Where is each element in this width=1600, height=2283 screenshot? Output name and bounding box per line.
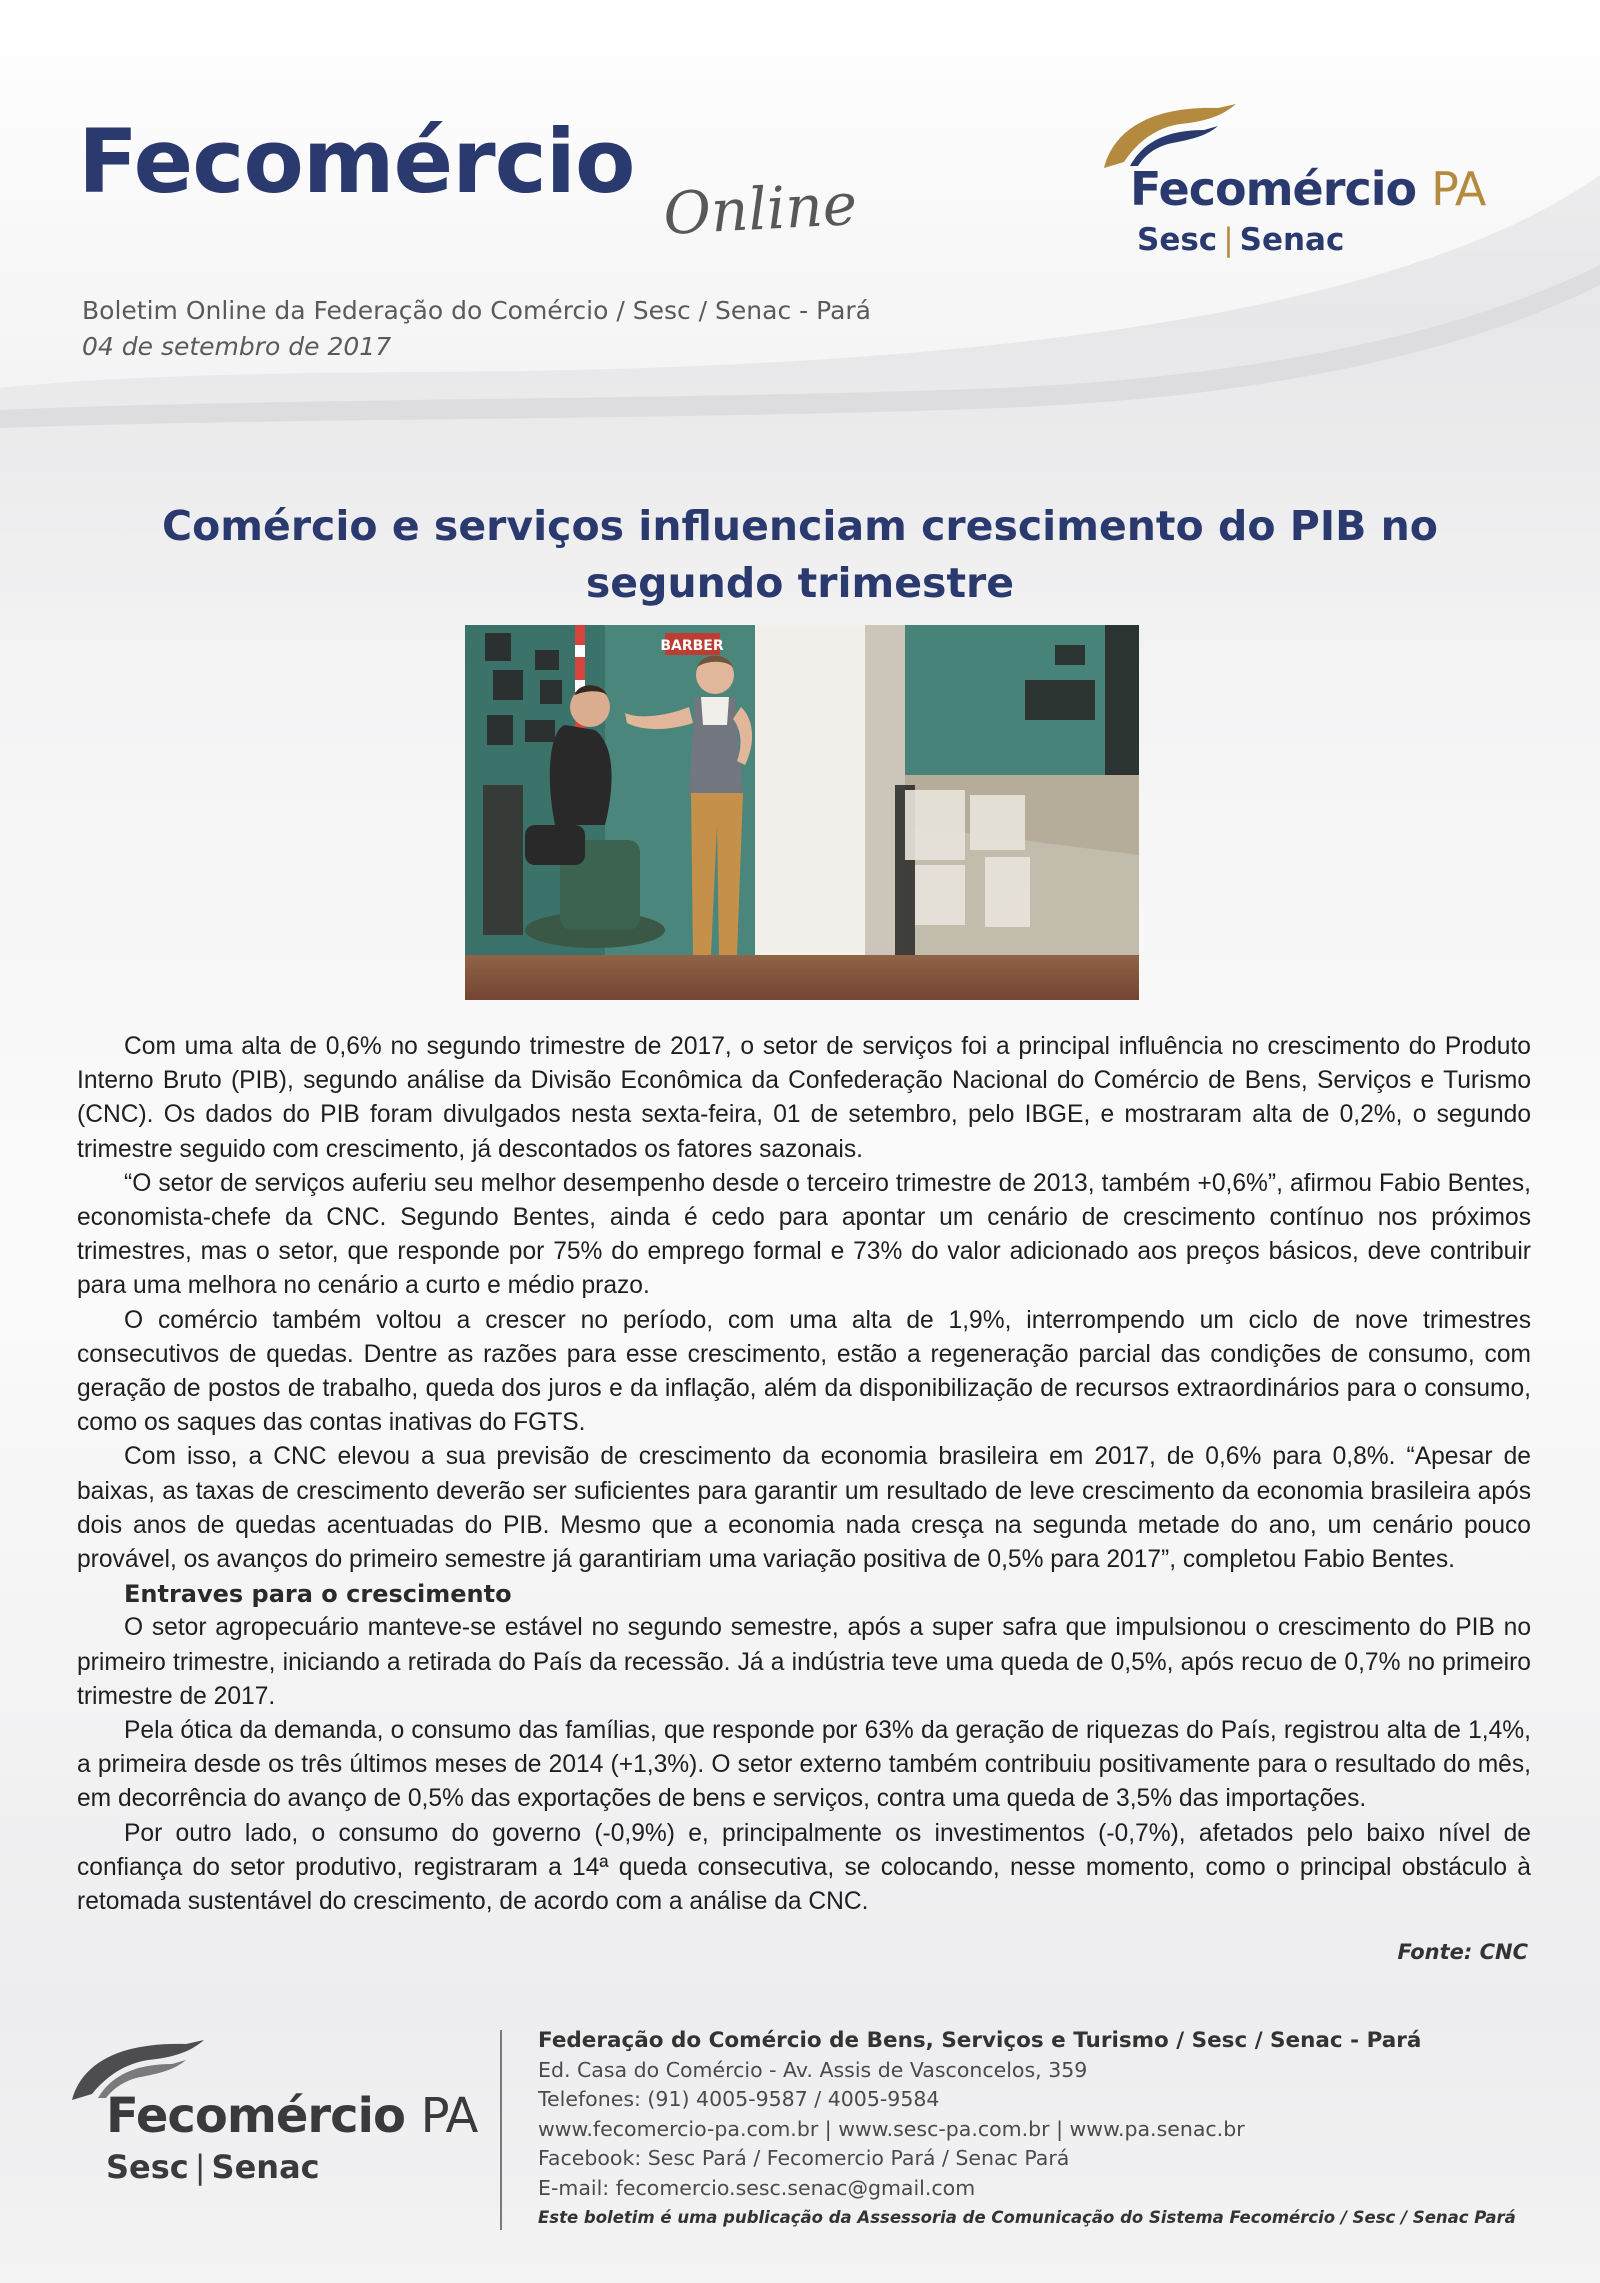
article-subheading: Entraves para o crescimento (124, 1580, 512, 1609)
barbershop-photo-illustration (465, 625, 1139, 1000)
masthead-title: Fecomércio (78, 110, 635, 213)
logo-suffix: PA (1431, 162, 1486, 216)
footer-facebook: Facebook: Sesc Pará / Fecomercio Pará / Senac Pará (538, 2146, 1070, 2170)
article-paragraph: Com isso, a CNC elevou a sua previsão de crescimento da economia brasileira em 2017, de 0,6% para 0,8%. “Apesar de baixas, as taxas de crescimento deverão ser suficientes para garantir um resultado de leve crescimento da economia brasileira após dois anos de quedas acentuadas do PIB. Mesmo que a economia nada cresça na segunda metade do ano, um cenário pouco provável, os avanços do primeiro semestre já garantiriam uma variação positiva de 0,5% para 2017”, completou Fabio Bentes. (77, 1443, 1531, 1574)
article-paragraph: O setor agropecuário manteve-se estável no segundo semestre, após a super safra que impulsionou o crescimento do PIB no primeiro trimestre, iniciando a retirada do País da recessão. Já a indústria teve uma queda de 0,5%, após recuo de 0,7% no primeiro trimestre de 2017. (77, 1614, 1531, 1710)
barber-sign-text: BARBER (660, 638, 724, 654)
barbershop-photo (465, 625, 1139, 1000)
article-paragraph: “O setor de serviços auferiu seu melhor desempenho desde o terceiro trimestre de 2013, também +0,6%”, afirmou Fabio Bentes, economista-chefe da CNC. Segundo Bentes, ainda é cedo para apontar um cenário de crescimento contínuo nos próximos trimestres, mas o setor, que responde por 75% do emprego formal e 73% do valor adicionado aos preços básicos, deve contribuir para uma melhora no cenário a curto e médio prazo. (77, 1169, 1531, 1300)
article-paragraph: Pela ótica da demanda, o consumo das famílias, que responde por 63% da geração de riquezas do País, registrou alta de 1,4%, a primeira desde os três últimos meses de 2014 (+1,3%). O setor externo também contribuiu positivamente para o resultado do mês, em decorrência do avanço de 0,5% das exportações de bens e serviços, contra uma queda de 3,5% das importações. (77, 1717, 1531, 1813)
header-logo (1100, 100, 1520, 270)
logo-subline (106, 2148, 320, 2186)
logo-name (1130, 162, 1485, 216)
logo-sub-left: Sesc (106, 2148, 189, 2186)
logo-suffix: PA (420, 2088, 478, 2144)
logo-sub-right: Senac (211, 2148, 320, 2186)
footer-org-name: Federação do Comércio de Bens, Serviços e Turismo / Sesc / Senac - Pará (538, 2028, 1422, 2053)
footer-logo (68, 2036, 488, 2191)
footer-address: Ed. Casa do Comércio - Av. Assis de Vasconcelos, 359 (538, 2057, 1088, 2082)
article-headline: Comércio e serviços influenciam crescimento do PIB no segundo trimestre (162, 502, 1438, 607)
masthead-script: Online (661, 169, 859, 248)
logo-separator: | (194, 2148, 206, 2186)
logo-name-text: Fecomércio (1130, 162, 1417, 216)
article-body (77, 1030, 1531, 1919)
footer-phones: Telefones: (91) 4005-9587 / 4005-9584 (538, 2087, 940, 2111)
masthead-subtitle: Boletim Online da Federação do Comércio / Sesc / Senac - Pará (82, 296, 872, 325)
footer-email: E-mail: fecomercio.sesc.senac@gmail.com (538, 2175, 976, 2200)
article-paragraph: O comércio também voltou a crescer no período, com uma alta de 1,9%, interrompendo um ciclo de nove trimestres consecutivos de quedas. Dentre as razões para esse crescimento, estão a regeneração parcial das condições de consumo, com geração de postos de trabalho, queda dos juros e da inflação, além da disponibilização de recursos extraordinários para o consumo, como os saques das contas inativas do FGTS. (77, 1306, 1531, 1437)
footer-publication-note: Este boletim é uma publicação da Assessoria de Comunicação do Sistema Fecomércio / Sesc / Senac Pará (538, 2208, 1516, 2227)
masthead-date: 04 de setembro de 2017 (82, 332, 392, 361)
logo-subline (1137, 222, 1344, 258)
article-paragraph: Com uma alta de 0,6% no segundo trimestre de 2017, o setor de serviços foi a principal influência no crescimento do Produto Interno Bruto (PIB), segundo análise da Divisão Econômica da Confederação Nacional do Comércio de Bens, Serviços e Turismo (CNC). Os dados do PIB foram divulgados nesta sexta-feira, 01 de setembro, pelo IBGE, e mostraram alta de 0,2%, o segundo trimestre seguido com crescimento, já descontados os fatores sazonais. (77, 1033, 1531, 1163)
article-paragraph: Por outro lado, o consumo do governo (-0,9%) e, principalmente os investimentos (-0,7%), afetados pelo baixo nível de confiança do setor produtivo, registraram a 14ª queda consecutiva, se colocando, nesse momento, como o principal obstáculo à retomada sustentável do crescimento, de acordo com a análise da CNC. (77, 1819, 1531, 1916)
article-source: Fonte: CNC (1397, 1940, 1528, 1964)
logo-sub-left: Sesc (1137, 222, 1218, 258)
logo-separator: | (1223, 222, 1234, 258)
footer-websites: www.fecomercio-pa.com.br | www.sesc-pa.com.br | www.pa.senac.br (538, 2116, 1245, 2141)
footer-divider (500, 2030, 502, 2230)
logo-sub-right: Senac (1239, 222, 1345, 258)
feather-wing-logo-icon (1100, 100, 1240, 170)
logo-name-text: Fecomércio (106, 2088, 405, 2144)
footer-contact-block (538, 2026, 1538, 2233)
logo-name (106, 2088, 477, 2144)
